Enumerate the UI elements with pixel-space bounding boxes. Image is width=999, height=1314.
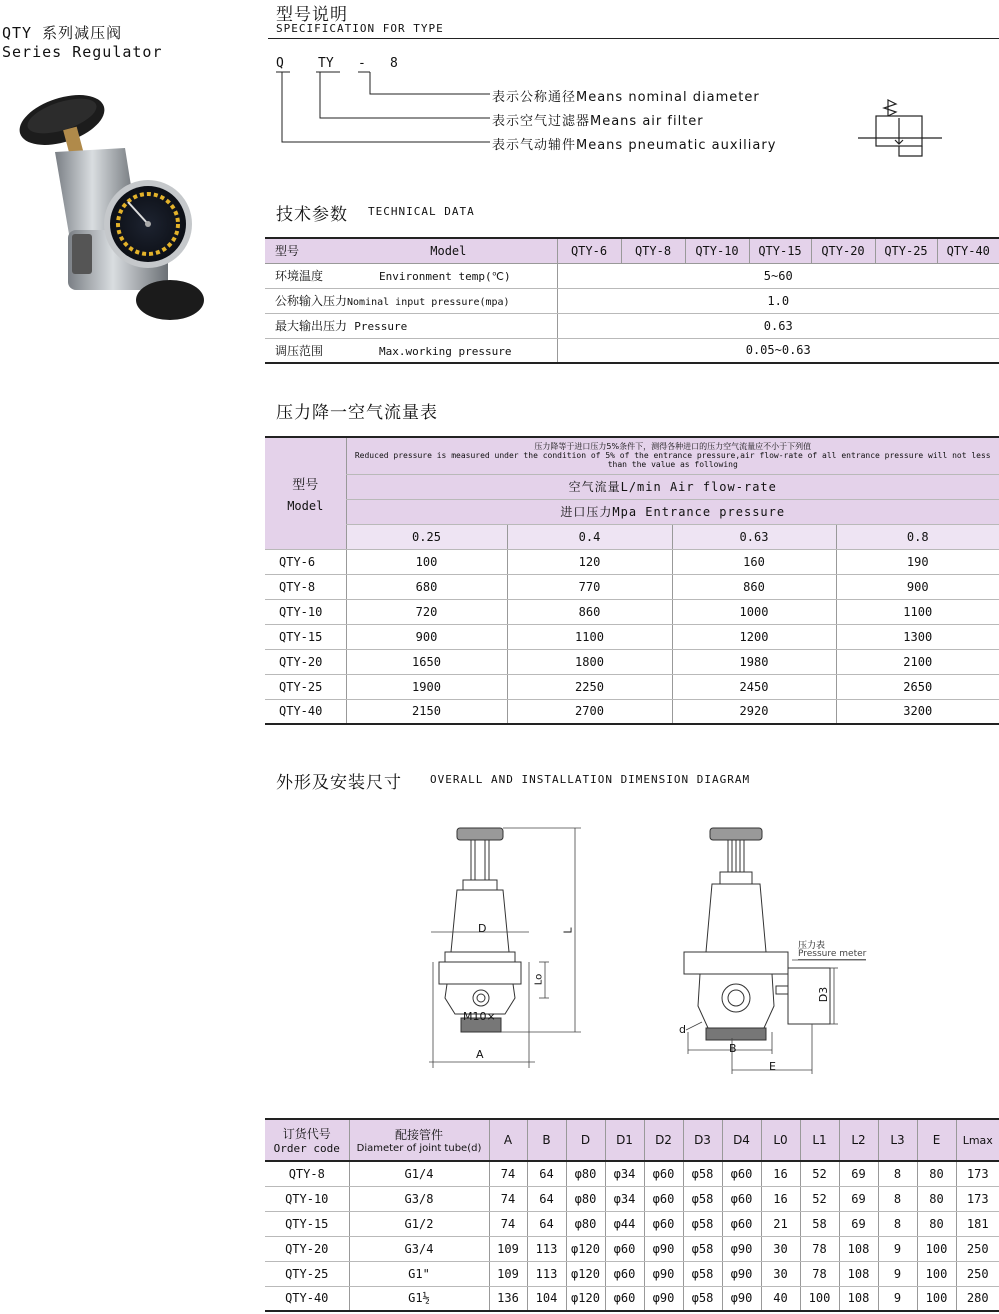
flow-value: 2100 xyxy=(836,649,999,674)
dimension-value: 100 xyxy=(917,1236,956,1261)
flow-value: 3200 xyxy=(836,699,999,724)
row-label-en: Max.working pressure xyxy=(379,344,512,358)
dimension-value: 74 xyxy=(489,1161,527,1186)
table-row xyxy=(265,1236,999,1261)
dim-col-header: A xyxy=(489,1119,527,1161)
pressure-header: 0.25 xyxy=(346,524,507,549)
dimension-value: 108 xyxy=(839,1286,878,1311)
dim-col-header: L2 xyxy=(839,1119,878,1161)
dimension-value: 69 xyxy=(839,1186,878,1211)
table-row xyxy=(265,624,999,649)
dimension-value: 21 xyxy=(761,1211,800,1236)
dimension-value: φ90 xyxy=(722,1236,761,1261)
row-value: 5~60 xyxy=(557,263,999,288)
flow-value: 860 xyxy=(507,599,672,624)
dimension-value: 109 xyxy=(489,1261,527,1286)
dimension-value: 74 xyxy=(489,1186,527,1211)
tube-size: G3/8 xyxy=(349,1186,489,1211)
flow-value: 900 xyxy=(836,574,999,599)
dimension-value: 8 xyxy=(878,1211,917,1236)
tube-size: G1" xyxy=(349,1261,489,1286)
dimension-value: φ90 xyxy=(722,1286,761,1311)
type-code-bracket-lines xyxy=(268,60,498,160)
dimension-value: 30 xyxy=(761,1236,800,1261)
dimension-value: 9 xyxy=(878,1261,917,1286)
row-model: QTY-10 xyxy=(265,599,346,624)
product-series-title: QTY 系列减压阀 xyxy=(2,24,123,42)
dimension-value: 108 xyxy=(839,1261,878,1286)
flow-model-en: Model xyxy=(287,498,324,513)
row-value: 0.05~0.63 xyxy=(557,338,999,363)
dimension-value: 181 xyxy=(956,1211,999,1236)
flow-value: 770 xyxy=(507,574,672,599)
dimension-value: φ34 xyxy=(605,1186,644,1211)
flow-title: 压力降一空气流量表 xyxy=(276,403,438,423)
row-label-en: Pressure xyxy=(354,320,408,333)
dimension-value: 9 xyxy=(878,1236,917,1261)
model-header-en: Model xyxy=(430,244,467,259)
flow-value: 1800 xyxy=(507,649,672,674)
row-model: QTY-20 xyxy=(265,649,346,674)
dimension-value: φ90 xyxy=(644,1261,683,1286)
flow-rate-table xyxy=(265,436,999,725)
row-model: QTY-25 xyxy=(265,674,346,699)
flow-value: 860 xyxy=(672,574,836,599)
spec-line-air-filter: 表示空气过滤器Means air filter xyxy=(492,114,704,129)
order-header-row xyxy=(265,1119,999,1161)
dimension-value: φ34 xyxy=(605,1161,644,1186)
dim-col-header: D xyxy=(566,1119,605,1161)
dimension-value: 64 xyxy=(527,1186,566,1211)
flow-value: 190 xyxy=(836,549,999,574)
dim-label-small-d: d xyxy=(679,1023,686,1036)
dimension-value: 113 xyxy=(527,1236,566,1261)
technical-row-input-pressure xyxy=(265,288,999,313)
flow-model-cn: 型号 xyxy=(292,477,319,493)
table-row xyxy=(265,1161,999,1186)
pressure-header: 0.4 xyxy=(507,524,672,549)
dimension-value: φ58 xyxy=(683,1286,722,1311)
flow-value: 2250 xyxy=(507,674,672,699)
flow-value: 1100 xyxy=(507,624,672,649)
technical-row-range xyxy=(265,338,999,363)
flow-value: 1000 xyxy=(672,599,836,624)
dimension-value: φ60 xyxy=(722,1211,761,1236)
dimension-value: 113 xyxy=(527,1261,566,1286)
code-letters-ty: TY xyxy=(318,56,334,71)
dimension-value: 16 xyxy=(761,1186,800,1211)
code-letter-q: Q xyxy=(276,56,284,71)
order-code: QTY-20 xyxy=(265,1236,349,1261)
dimension-value: φ58 xyxy=(683,1236,722,1261)
flow-value: 2700 xyxy=(507,699,672,724)
row-label xyxy=(265,263,557,288)
type-spec-title: 型号说明 xyxy=(276,5,348,25)
order-code-en: Order code xyxy=(273,1142,340,1155)
dimension-value: φ80 xyxy=(566,1161,605,1186)
order-dimension-table xyxy=(265,1118,999,1312)
type-spec-rule xyxy=(268,38,999,39)
flow-value: 720 xyxy=(346,599,507,624)
dim-col-header: D4 xyxy=(722,1119,761,1161)
entrance-pressure-label: 进口压力Mpa Entrance pressure xyxy=(346,499,999,524)
dimension-value: φ120 xyxy=(566,1261,605,1286)
row-label xyxy=(265,338,557,363)
flow-pressure-values-row xyxy=(265,524,999,549)
dimension-value: 64 xyxy=(527,1211,566,1236)
flow-value: 1980 xyxy=(672,649,836,674)
flow-note xyxy=(346,437,999,474)
row-value: 0.63 xyxy=(557,313,999,338)
flow-value: 2450 xyxy=(672,674,836,699)
table-row xyxy=(265,699,999,724)
dimension-value: φ60 xyxy=(644,1211,683,1236)
table-row xyxy=(265,1261,999,1286)
dimension-value: 100 xyxy=(917,1286,956,1311)
spec-line-pneumatic-auxiliary: 表示气动辅件Means pneumatic auxiliary xyxy=(492,138,777,153)
model-col-header: QTY-8 xyxy=(621,238,685,263)
order-code-cn: 订货代号 xyxy=(282,1127,331,1141)
dimension-value: 40 xyxy=(761,1286,800,1311)
dimension-value: φ58 xyxy=(683,1161,722,1186)
code-dash: - xyxy=(358,56,366,71)
technical-data-table xyxy=(265,237,999,364)
dimension-value: 16 xyxy=(761,1161,800,1186)
type-spec-subtitle: SPECIFICATION FOR TYPE xyxy=(276,22,444,35)
flow-value: 1650 xyxy=(346,649,507,674)
dimension-value: 173 xyxy=(956,1161,999,1186)
dimension-value: 250 xyxy=(956,1261,999,1286)
dimension-value: φ90 xyxy=(722,1261,761,1286)
dim-col-header: B xyxy=(527,1119,566,1161)
dim-col-header: E xyxy=(917,1119,956,1161)
product-series-subtitle: Series Regulator xyxy=(2,43,163,61)
dimension-value: 64 xyxy=(527,1161,566,1186)
dim-label-d: D xyxy=(478,922,487,935)
dim-label-m10: M10× xyxy=(463,1010,496,1023)
dim-label-a: A xyxy=(476,1048,484,1061)
dimension-value: 100 xyxy=(800,1286,839,1311)
dimension-value: φ58 xyxy=(683,1186,722,1211)
flow-value: 1100 xyxy=(836,599,999,624)
table-row xyxy=(265,599,999,624)
row-label xyxy=(265,288,557,313)
row-model: QTY-6 xyxy=(265,549,346,574)
flow-value: 680 xyxy=(346,574,507,599)
dimension-value: φ60 xyxy=(605,1261,644,1286)
dimension-value: 58 xyxy=(800,1211,839,1236)
flow-note-cn: 压力降等于进口压力5%条件下，测得各种进口的压力空气流量应不小于下列值 xyxy=(534,442,812,452)
dimension-value: φ60 xyxy=(722,1161,761,1186)
row-label-cn: 最大输出压力 xyxy=(275,319,348,333)
flow-value: 2920 xyxy=(672,699,836,724)
flow-value: 120 xyxy=(507,549,672,574)
row-model: QTY-40 xyxy=(265,699,346,724)
flow-value: 1200 xyxy=(672,624,836,649)
dimension-value: φ60 xyxy=(722,1186,761,1211)
dimension-value: 8 xyxy=(878,1186,917,1211)
flow-note-row xyxy=(265,437,999,474)
dimension-value: 69 xyxy=(839,1161,878,1186)
row-label-cn: 公称输入压力 xyxy=(275,294,348,308)
dimension-value: 108 xyxy=(839,1236,878,1261)
table-row xyxy=(265,1286,999,1311)
model-col-header: QTY-25 xyxy=(875,238,937,263)
dim-col-header: D2 xyxy=(644,1119,683,1161)
model-col-header: QTY-10 xyxy=(685,238,749,263)
dimension-value: φ60 xyxy=(605,1286,644,1311)
table-row xyxy=(265,1211,999,1236)
front-view-diagram xyxy=(425,822,595,1072)
dimension-value: φ60 xyxy=(644,1186,683,1211)
flow-value: 1300 xyxy=(836,624,999,649)
dim-label-d3: D3 xyxy=(817,986,831,1003)
dim-col-header: L1 xyxy=(800,1119,839,1161)
order-code: QTY-10 xyxy=(265,1186,349,1211)
order-code: QTY-8 xyxy=(265,1161,349,1186)
table-row xyxy=(265,649,999,674)
flow-model-header xyxy=(265,437,346,549)
dim-col-header: Lmax xyxy=(956,1119,999,1161)
code-digit-8: 8 xyxy=(390,56,398,71)
pressure-header: 0.63 xyxy=(672,524,836,549)
dimension-value: φ60 xyxy=(605,1236,644,1261)
technical-title: 技术参数 xyxy=(276,205,348,225)
row-label-en: Nominal input pressure(mpa) xyxy=(347,297,510,308)
dimension-value: φ90 xyxy=(644,1286,683,1311)
row-label-cn: 调压范围 xyxy=(275,343,324,358)
flow-value: 2650 xyxy=(836,674,999,699)
table-row xyxy=(265,1186,999,1211)
gauge-label-en: Pressure meter xyxy=(798,949,867,959)
dimension-value: 30 xyxy=(761,1261,800,1286)
dimension-value: φ60 xyxy=(644,1161,683,1186)
dimension-value: 9 xyxy=(878,1286,917,1311)
tube-size: G1/4 xyxy=(349,1161,489,1186)
dimension-value: 109 xyxy=(489,1236,527,1261)
dimension-value: 52 xyxy=(800,1186,839,1211)
tube-header-cn: 配接管件 xyxy=(394,1128,443,1142)
table-row xyxy=(265,574,999,599)
flow-value: 900 xyxy=(346,624,507,649)
table-row xyxy=(265,674,999,699)
airflow-label: 空气流量L/min Air flow-rate xyxy=(346,474,999,499)
row-model: QTY-8 xyxy=(265,574,346,599)
dimension-value: 52 xyxy=(800,1161,839,1186)
dimension-value: 74 xyxy=(489,1211,527,1236)
dimension-value: 104 xyxy=(527,1286,566,1311)
dimension-value: φ120 xyxy=(566,1236,605,1261)
model-col-header: QTY-40 xyxy=(937,238,999,263)
order-code: QTY-15 xyxy=(265,1211,349,1236)
order-code: QTY-40 xyxy=(265,1286,349,1311)
tube-size: G3/4 xyxy=(349,1236,489,1261)
pressure-header: 0.8 xyxy=(836,524,999,549)
order-code-header xyxy=(265,1119,349,1161)
dimension-value: 250 xyxy=(956,1236,999,1261)
dimension-value: 100 xyxy=(917,1261,956,1286)
row-model: QTY-15 xyxy=(265,624,346,649)
dimension-value: 280 xyxy=(956,1286,999,1311)
dimension-value: φ90 xyxy=(644,1236,683,1261)
table-row xyxy=(265,549,999,574)
row-label-en: Environment temp(℃) xyxy=(379,270,511,283)
flow-value: 1900 xyxy=(346,674,507,699)
dimension-value: φ58 xyxy=(683,1261,722,1286)
dimension-value: φ120 xyxy=(566,1286,605,1311)
model-col-header: QTY-15 xyxy=(749,238,811,263)
technical-header-row xyxy=(265,238,999,263)
flow-value: 2150 xyxy=(346,699,507,724)
flow-airflow-row xyxy=(265,474,999,499)
regulator-photo xyxy=(10,90,210,335)
model-header-cn: 型号 xyxy=(275,244,300,259)
technical-row-temp xyxy=(265,263,999,288)
dimension-value: 136 xyxy=(489,1286,527,1311)
technical-model-header xyxy=(265,238,557,263)
row-value: 1.0 xyxy=(557,288,999,313)
dim-col-header: L0 xyxy=(761,1119,800,1161)
dimension-value: 173 xyxy=(956,1186,999,1211)
dimension-value: φ44 xyxy=(605,1211,644,1236)
dimension-subtitle: OVERALL AND INSTALLATION DIMENSION DIAGRAM xyxy=(430,773,751,786)
dimension-value: 80 xyxy=(917,1186,956,1211)
dimension-value: 80 xyxy=(917,1211,956,1236)
dimension-value: 78 xyxy=(800,1236,839,1261)
model-col-header: QTY-20 xyxy=(811,238,875,263)
technical-row-output-pressure xyxy=(265,313,999,338)
dim-label-lo: Lo xyxy=(533,973,545,986)
tube-header xyxy=(349,1119,489,1161)
tube-size: G1½ xyxy=(349,1286,489,1311)
flow-note-en: Reduced pressure is measured under the condition of 5% of the entrance pressure,air flow-rate of all entrance pressure will not less than the value as following xyxy=(354,451,991,470)
dimension-title: 外形及安装尺寸 xyxy=(276,773,402,793)
dimension-value: 8 xyxy=(878,1161,917,1186)
dim-col-header: D3 xyxy=(683,1119,722,1161)
dimension-value: φ80 xyxy=(566,1211,605,1236)
tube-header-en: Diameter of joint tube(d) xyxy=(356,1143,482,1154)
spec-line-nominal-diameter: 表示公称通径Means nominal diameter xyxy=(492,90,760,105)
dim-label-e: E xyxy=(769,1060,776,1073)
dimension-value: φ58 xyxy=(683,1211,722,1236)
regulator-symbol-icon xyxy=(858,96,943,162)
dim-col-header: L3 xyxy=(878,1119,917,1161)
flow-pressure-row xyxy=(265,499,999,524)
dimension-value: φ80 xyxy=(566,1186,605,1211)
row-label xyxy=(265,313,557,338)
row-label-cn: 环境温度 xyxy=(275,269,324,283)
dimension-value: 80 xyxy=(917,1161,956,1186)
gauge-label-cn: 压力表 xyxy=(798,941,826,951)
flow-value: 160 xyxy=(672,549,836,574)
tube-size: G1/2 xyxy=(349,1211,489,1236)
dim-label-l: L xyxy=(561,927,575,934)
order-code: QTY-25 xyxy=(265,1261,349,1286)
flow-value: 100 xyxy=(346,549,507,574)
model-col-header: QTY-6 xyxy=(557,238,621,263)
dim-label-b: B xyxy=(729,1042,737,1055)
dimension-value: 69 xyxy=(839,1211,878,1236)
technical-subtitle: TECHNICAL DATA xyxy=(368,205,475,218)
dim-col-header: D1 xyxy=(605,1119,644,1161)
dimension-value: 78 xyxy=(800,1261,839,1286)
